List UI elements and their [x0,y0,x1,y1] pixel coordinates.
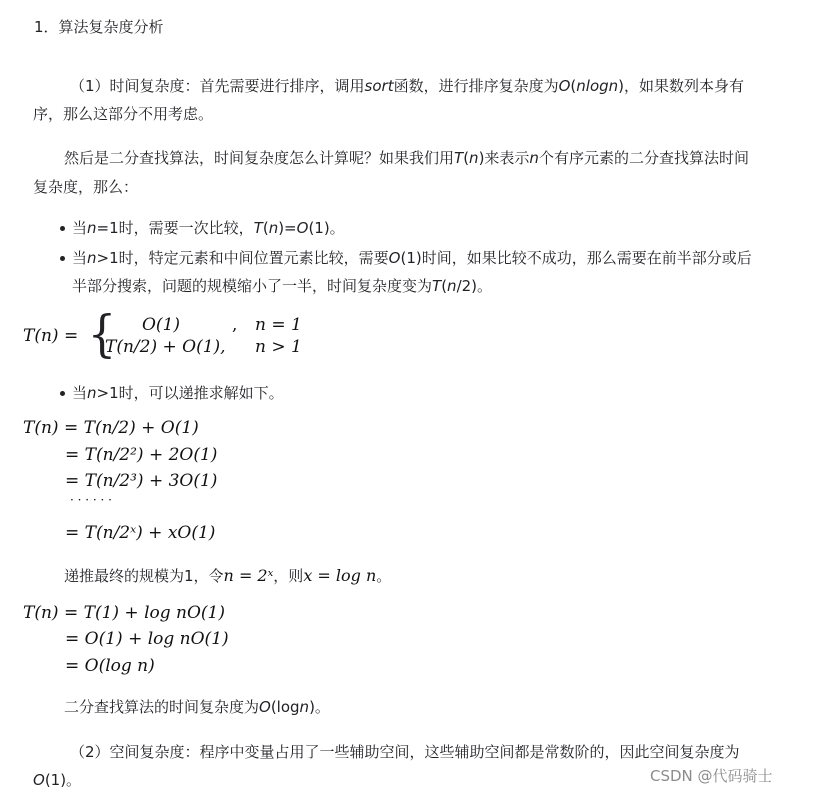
equation-recurrence-line5: = T(n/2ˣ) + xO(1) [65,523,216,543]
equation-case2: T(n/2) + O(1), [105,337,226,357]
equation-result-line2: = O(1) + log nO(1) [65,629,229,649]
equation-case1-comma: , [232,315,238,335]
bullet-dot [60,391,65,396]
paragraph-final-scale: 递推最终的规模为1，令n = 2ˣ，则x = log n。 [64,566,392,585]
section-heading: 1．算法复杂度分析 [34,18,164,36]
list-item-recursion: 当n>1时，可以递推求解如下。 [72,384,284,402]
list-item-n-greater-1-line2: 半部分搜索，问题的规模缩小了一半，时间复杂度变为T(n/2)。 [72,277,493,295]
bullet-dot [60,256,65,261]
equation-recurrence-line3: = T(n/2³) + 3O(1) [65,471,218,491]
left-brace-icon: { [87,305,117,363]
paragraph-time-complexity: （1）时间复杂度：首先需要进行排序，调用sort函数，进行排序复杂度为O(nlogn)，如果数列本身有 [70,77,745,95]
paragraph-space-complexity-line2: O(1)。 [33,771,82,789]
equation-recurrence-ellipsis: · · · · · · [70,493,112,507]
equation-cond1: n = 1 [255,315,302,335]
equation-piecewise-lhs: T(n) = [23,326,79,346]
equation-cond2: n > 1 [255,337,302,357]
equation-recurrence-line1: T(n) = T(n/2) + O(1) [23,418,199,438]
equation-result-line3: = O(log n) [65,656,155,676]
paragraph-binary-search-line2: 复杂度，那么： [33,178,139,196]
equation-case1: O(1) [142,315,181,335]
list-item-n-equals-1: 当n=1时，需要一次比较，T(n)=O(1)。 [72,219,345,237]
bullet-dot [60,226,65,231]
paragraph-space-complexity: （2）空间复杂度：程序中变量占用了一些辅助空间，这些辅助空间都是常数阶的，因此空间复杂度为 [70,743,740,761]
list-item-n-greater-1: 当n>1时，特定元素和中间位置元素比较，需要O(1)时间，如果比较不成功，那么需要在前半部分或后 [72,249,752,267]
equation-result-line1: T(n) = T(1) + log nO(1) [23,603,225,623]
watermark: CSDN @代码骑士 [650,767,773,785]
equation-recurrence-line2: = T(n/2²) + 2O(1) [65,445,218,465]
paragraph-conclusion: 二分查找算法的时间复杂度为O(logn)。 [64,698,330,716]
paragraph-binary-search: 然后是二分查找算法，时间复杂度怎么计算呢？如果我们用T(n)来表示n个有序元素的二分查找算法时间 [64,149,749,167]
paragraph-time-complexity-line2: 序，那么这部分不用考虑。 [33,105,214,123]
